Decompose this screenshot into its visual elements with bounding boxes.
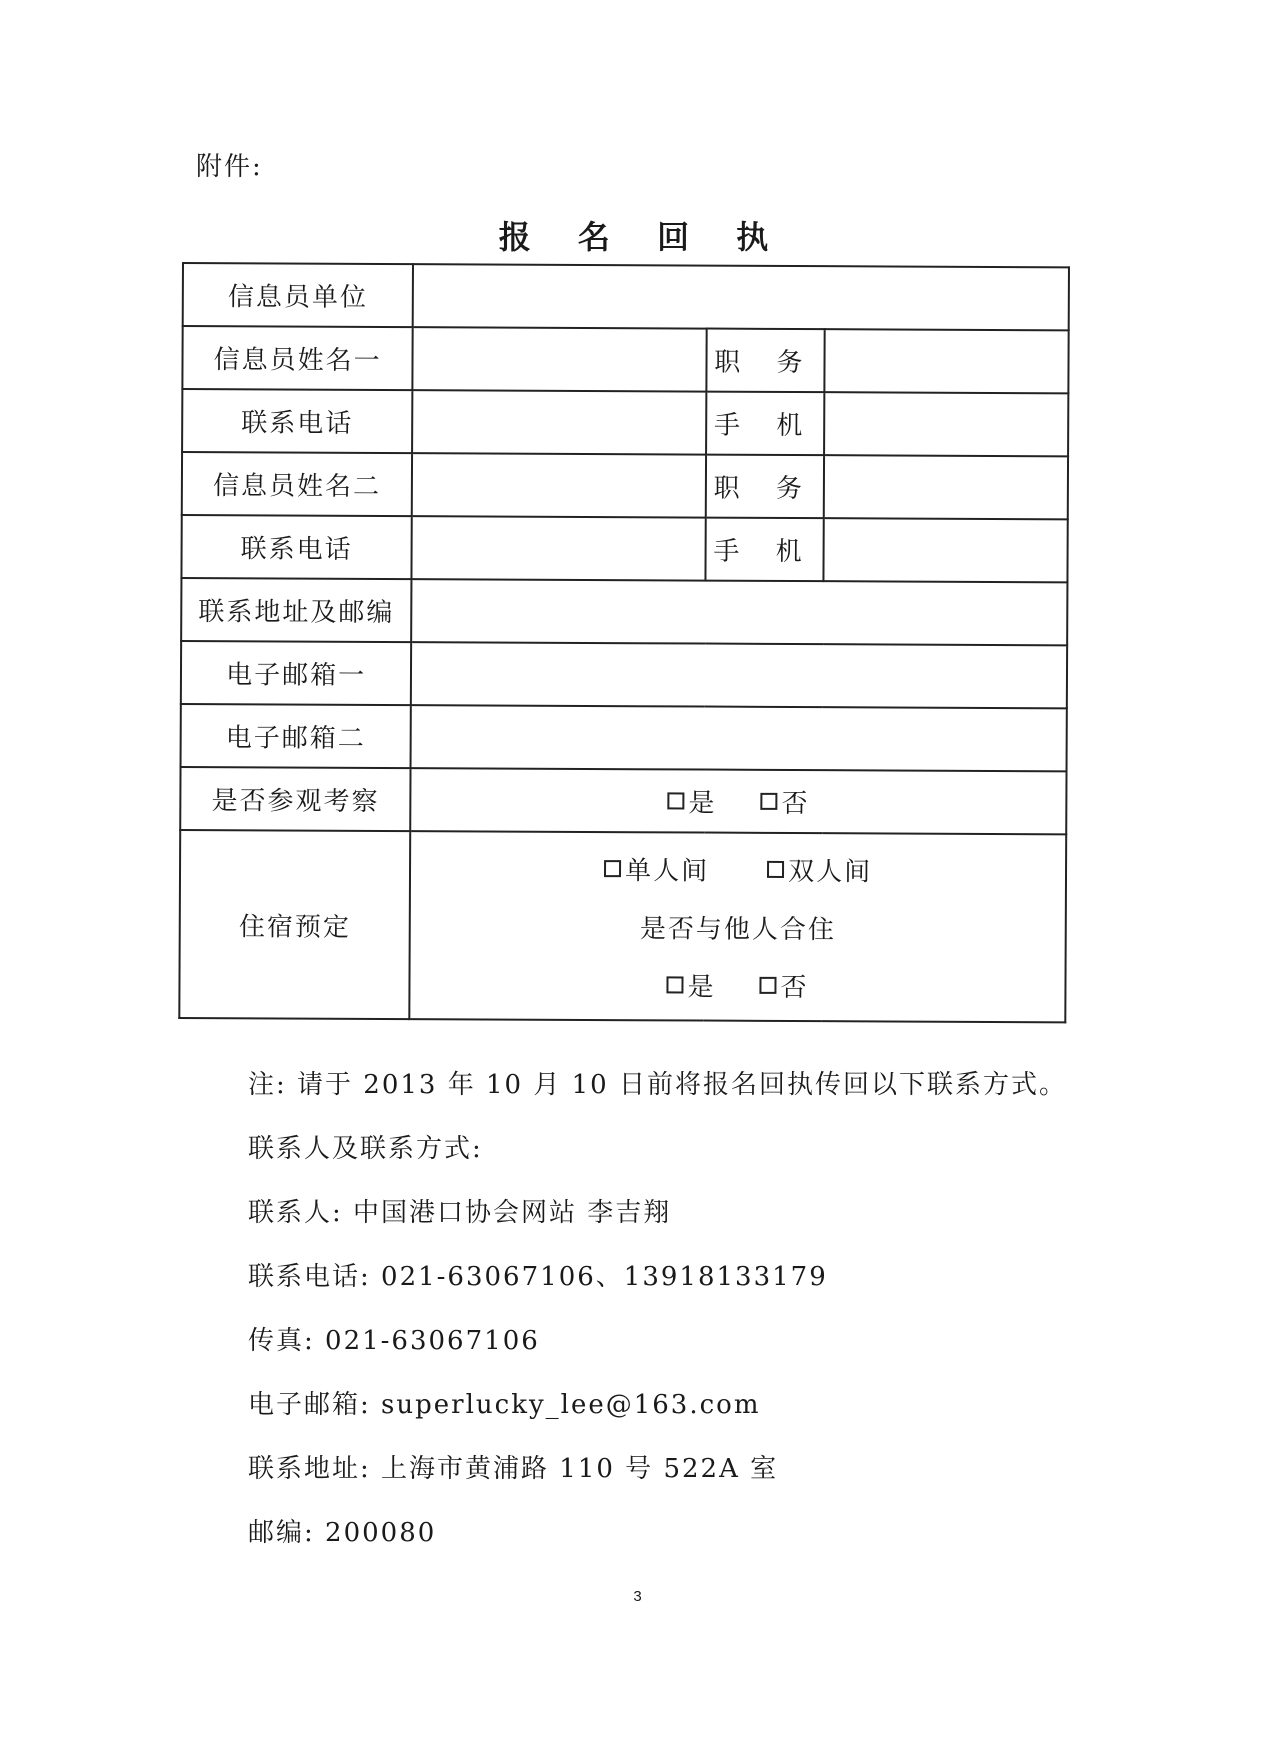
double-room-option[interactable] [767, 850, 872, 888]
visit-label: 是否参观考察 [180, 767, 411, 831]
share-yes-checkbox[interactable] [667, 976, 684, 993]
person1-name-label: 信息员姓名一 [182, 326, 413, 390]
share-no-label: 否 [780, 972, 809, 1003]
contact-fax: 传真: 021-63067106 [248, 1326, 540, 1356]
person2-mobile-field[interactable] [823, 518, 1068, 582]
person2-name-label: 信息员姓名二 [182, 452, 413, 516]
row-person1-phone [182, 389, 1068, 456]
row-email2 [181, 704, 1067, 771]
row-person1 [182, 326, 1068, 393]
visit-options [410, 768, 1066, 834]
person1-name-field[interactable] [413, 327, 707, 391]
contact-address: 联系地址: 上海市黄浦路 110 号 522A 室 [248, 1454, 779, 1484]
row-email1 [181, 641, 1067, 708]
share-yes-option[interactable] [666, 966, 715, 1003]
unit-field[interactable] [413, 264, 1069, 330]
person2-position-label: 职 务 [706, 455, 824, 519]
share-yes-label: 是 [687, 971, 716, 1003]
person2-position-field[interactable] [823, 455, 1068, 519]
address-label: 联系地址及邮编 [181, 578, 412, 642]
single-room-checkbox[interactable] [604, 860, 621, 877]
row-unit [183, 263, 1069, 330]
single-room-label: 单人间 [625, 855, 710, 887]
row-visit [180, 767, 1066, 834]
address-field[interactable] [411, 579, 1067, 645]
visit-no-label: 否 [781, 788, 810, 820]
share-no-checkbox[interactable] [760, 976, 777, 993]
unit-label: 信息员单位 [183, 263, 414, 327]
visit-yes-checkbox[interactable] [667, 792, 684, 809]
double-room-label: 双人间 [788, 856, 873, 887]
deadline-note: 注: 请于 2013 年 10 月 10 日前将报名回执传回以下联系方式。 [248, 1070, 1067, 1100]
page-title: 报 名 回 执 [498, 218, 787, 256]
double-room-checkbox[interactable] [767, 860, 784, 877]
row-person2 [182, 452, 1068, 519]
contact-notes [248, 1068, 1067, 1580]
visit-yes-label: 是 [688, 788, 717, 819]
email2-label: 电子邮箱二 [181, 704, 412, 768]
contact-phone: 联系电话: 021-63067106、13918133179 [248, 1262, 828, 1292]
row-address [181, 578, 1067, 645]
row-lodging [179, 830, 1066, 1022]
visit-yes-option[interactable] [667, 782, 716, 819]
email2-field[interactable] [411, 705, 1067, 771]
person1-position-field[interactable] [824, 329, 1069, 393]
person1-phone-label: 联系电话 [182, 389, 413, 453]
person1-position-label: 职 务 [707, 329, 825, 393]
single-room-option[interactable] [604, 850, 709, 888]
person2-name-field[interactable] [412, 453, 706, 517]
visit-no-option[interactable] [760, 783, 809, 820]
email1-field[interactable] [411, 642, 1067, 708]
person2-mobile-label: 手 机 [706, 518, 824, 582]
lodging-options [410, 831, 1067, 1022]
contact-person: 联系人: 中国港口协会网站 李吉翔 [248, 1198, 672, 1228]
person2-phone-label: 联系电话 [181, 515, 412, 579]
person1-mobile-field[interactable] [824, 392, 1069, 456]
contact-postcode: 邮编: 200080 [248, 1518, 437, 1548]
registration-form-table [178, 262, 1070, 1023]
person1-mobile-label: 手 机 [706, 392, 824, 456]
row-person2-phone [181, 515, 1067, 582]
contact-email: 电子邮箱: superlucky_lee@163.com [248, 1390, 761, 1420]
attachment-label: 附件: [196, 152, 263, 182]
contact-heading: 联系人及联系方式: [248, 1134, 483, 1164]
lodging-label: 住宿预定 [179, 830, 410, 1019]
email1-label: 电子邮箱一 [181, 641, 412, 705]
share-question: 是否与他人合住 [639, 913, 836, 945]
share-no-option[interactable] [760, 966, 809, 1003]
person1-phone-field[interactable] [412, 390, 706, 454]
person2-phone-field[interactable] [412, 516, 706, 580]
page-number: 3 [633, 1588, 642, 1605]
visit-no-checkbox[interactable] [760, 793, 777, 810]
